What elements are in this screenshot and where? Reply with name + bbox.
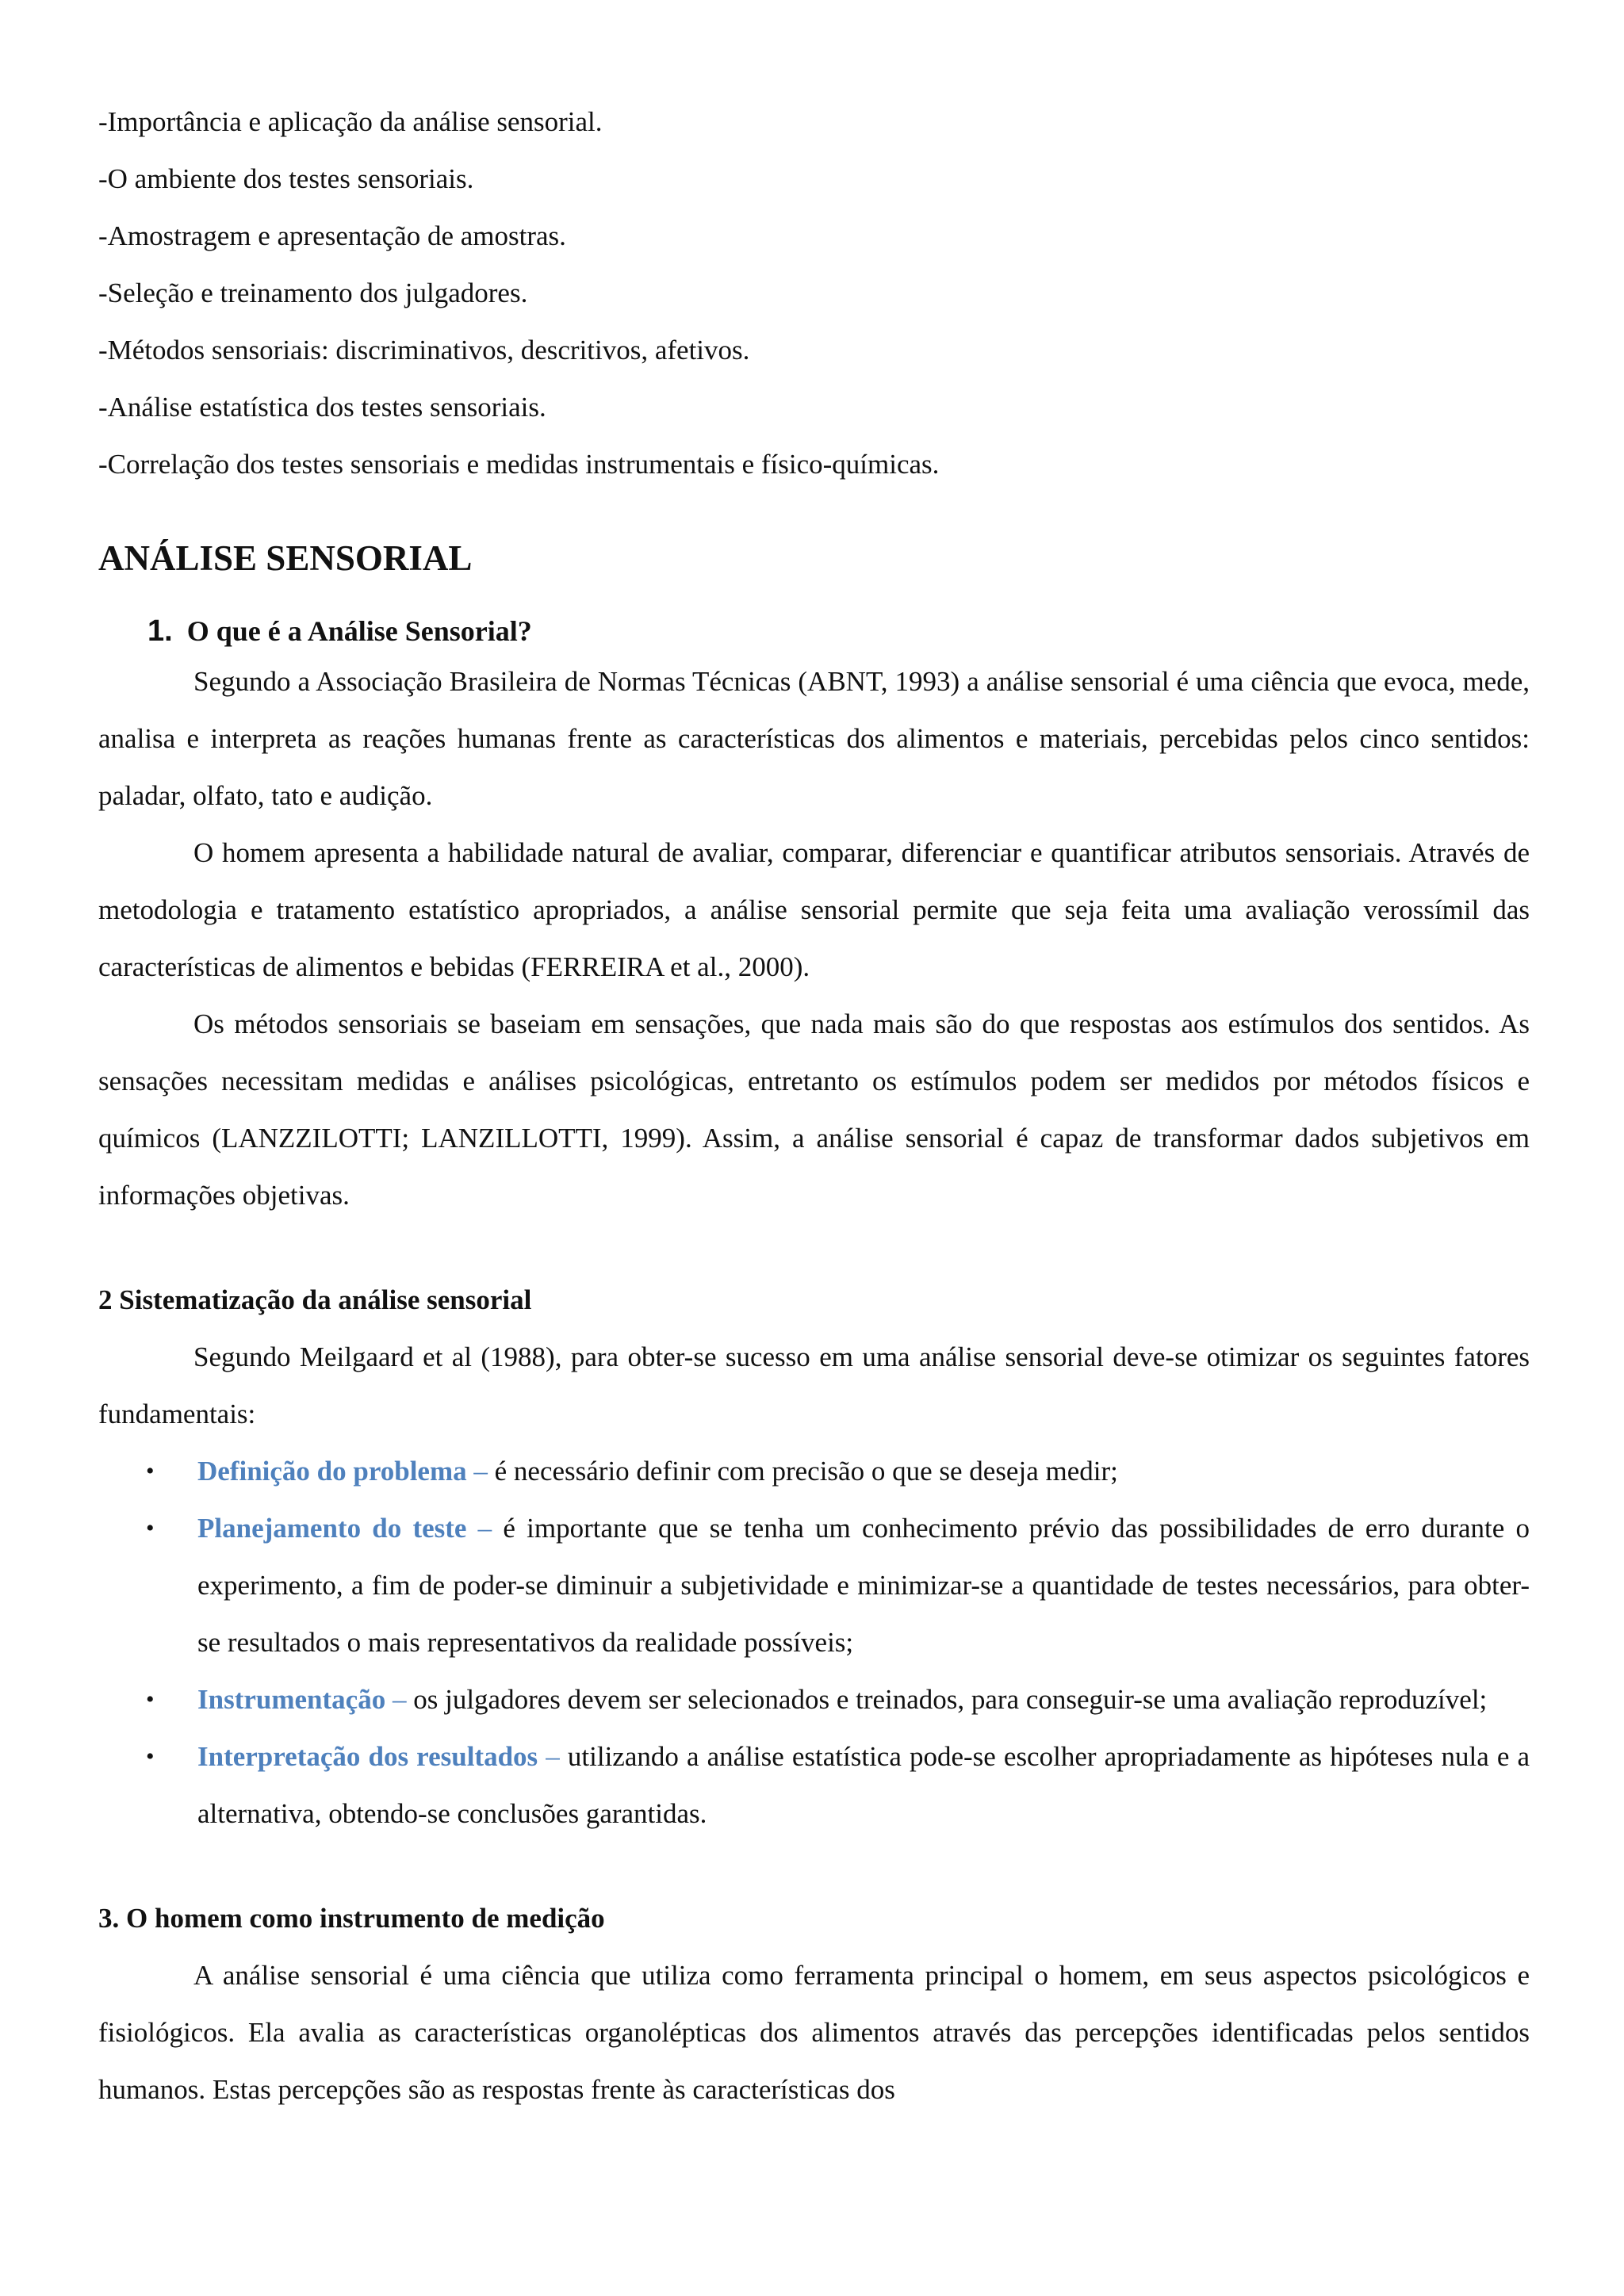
bullet-icon: • bbox=[146, 1458, 155, 1484]
factor-term: Planejamento do teste bbox=[197, 1513, 467, 1544]
bullet-icon: • bbox=[146, 1515, 155, 1541]
paragraph: Segundo Meilgaard et al (1988), para obter-se sucesso em uma análise sensorial deve-se otimizar os seguintes fatores fundamentais: bbox=[98, 1341, 1530, 1429]
section3-heading: 3. O homem como instrumento de medição bbox=[98, 1903, 605, 1934]
intro-line: -Correlação dos testes sensoriais e medidas instrumentais e físico-químicas. bbox=[98, 449, 940, 480]
intro-line: -Amostragem e apresentação de amostras. bbox=[98, 220, 566, 251]
section2-body bbox=[98, 1329, 1530, 1843]
document-page bbox=[98, 94, 1530, 2118]
paragraph: O homem apresenta a habilidade natural de avaliar, comparar, diferenciar e quantificar atributos sensoriais. Através de metodologia e tratamento estatístico apropriados, a análise sensorial permite que seja feita uma avaliação verossímil das características de alimentos e bebidas (FERREIRA et al., 2000). bbox=[98, 837, 1530, 982]
factor-term: Definição do problema bbox=[197, 1456, 467, 1487]
paragraph: Os métodos sensoriais se baseiam em sensações, que nada mais são do que respostas aos estímulos dos sentidos. As sensações necessitam medidas e análises psicológicas, entretanto os estímulos podem ser medidos por métodos físicos e químicos (LANZZILOTTI; LANZILLOTTI, 1999). Assim, a análise sensorial é capaz de transformar dados subjetivos em informações objetivas. bbox=[98, 1008, 1530, 1211]
intro-line: -Métodos sensoriais: discriminativos, descritivos, afetivos. bbox=[98, 335, 750, 365]
factors-list bbox=[98, 1443, 1530, 1843]
list-item bbox=[98, 1671, 1530, 1728]
bullet-icon: • bbox=[146, 1743, 155, 1770]
factor-text: é importante que se tenha um conhecimento prévio das possibilidades de erro durante o experimento, a fim de poder-se diminuir a subjetividade e minimizar-se a quantidade de testes necessários, para obter-se resultados o mais representativos da realidade possíveis; bbox=[197, 1513, 1530, 1658]
bullet-icon: • bbox=[146, 1686, 155, 1712]
factor-term: Interpretação dos resultados bbox=[197, 1741, 538, 1772]
section2-heading: 2 Sistematização da análise sensorial bbox=[98, 1284, 532, 1315]
list-item bbox=[98, 1443, 1530, 1500]
section1-number: 1. bbox=[147, 614, 173, 648]
section3-body bbox=[98, 1947, 1530, 2118]
section1-body bbox=[98, 653, 1530, 1224]
factor-text: é necessário definir com precisão o que se deseja medir; bbox=[494, 1456, 1118, 1487]
factor-dash: – bbox=[385, 1684, 414, 1715]
intro-line: -Análise estatística dos testes sensoriais. bbox=[98, 392, 546, 423]
factor-term: Instrumentação bbox=[197, 1684, 386, 1715]
factor-dash: – bbox=[466, 1456, 495, 1487]
list-item bbox=[98, 1500, 1530, 1671]
list-item bbox=[98, 1728, 1530, 1843]
paragraph: Segundo a Associação Brasileira de Normas Técnicas (ABNT, 1993) a análise sensorial é uma ciência que evoca, mede, analisa e interpreta as reações humanas frente as características dos alimentos e materiais, percebidas pelos cinco sentidos: paladar, olfato, tato e audição. bbox=[98, 666, 1530, 811]
main-heading: ANÁLISE SENSORIAL bbox=[98, 538, 473, 578]
section1-heading bbox=[147, 609, 1530, 653]
intro-line: -Importância e aplicação da análise sensorial. bbox=[98, 106, 603, 137]
paragraph: A análise sensorial é uma ciência que utiliza como ferramenta principal o homem, em seus aspectos psicológicos e fisiológicos. Ela avalia as características organolépticas dos alimentos através das percepções identificadas pelos sentidos humanos. Estas percepções são as respostas frente às características dos bbox=[98, 1960, 1530, 2105]
factor-text: utilizando a análise estatística pode-se escolher apropriadamente as hipóteses nula e a alternativa, obtendo-se conclusões garantidas. bbox=[197, 1741, 1530, 1829]
factor-dash: – bbox=[538, 1741, 568, 1772]
intro-line: -Seleção e treinamento dos julgadores. bbox=[98, 277, 528, 308]
factor-dash: – bbox=[466, 1513, 504, 1544]
intro-line: -O ambiente dos testes sensoriais. bbox=[98, 163, 474, 194]
section1-title: O que é a Análise Sensorial? bbox=[186, 615, 532, 647]
intro-list bbox=[98, 94, 1530, 493]
factor-text: os julgadores devem ser selecionados e treinados, para conseguir-se uma avaliação reproduzível; bbox=[413, 1684, 1488, 1715]
